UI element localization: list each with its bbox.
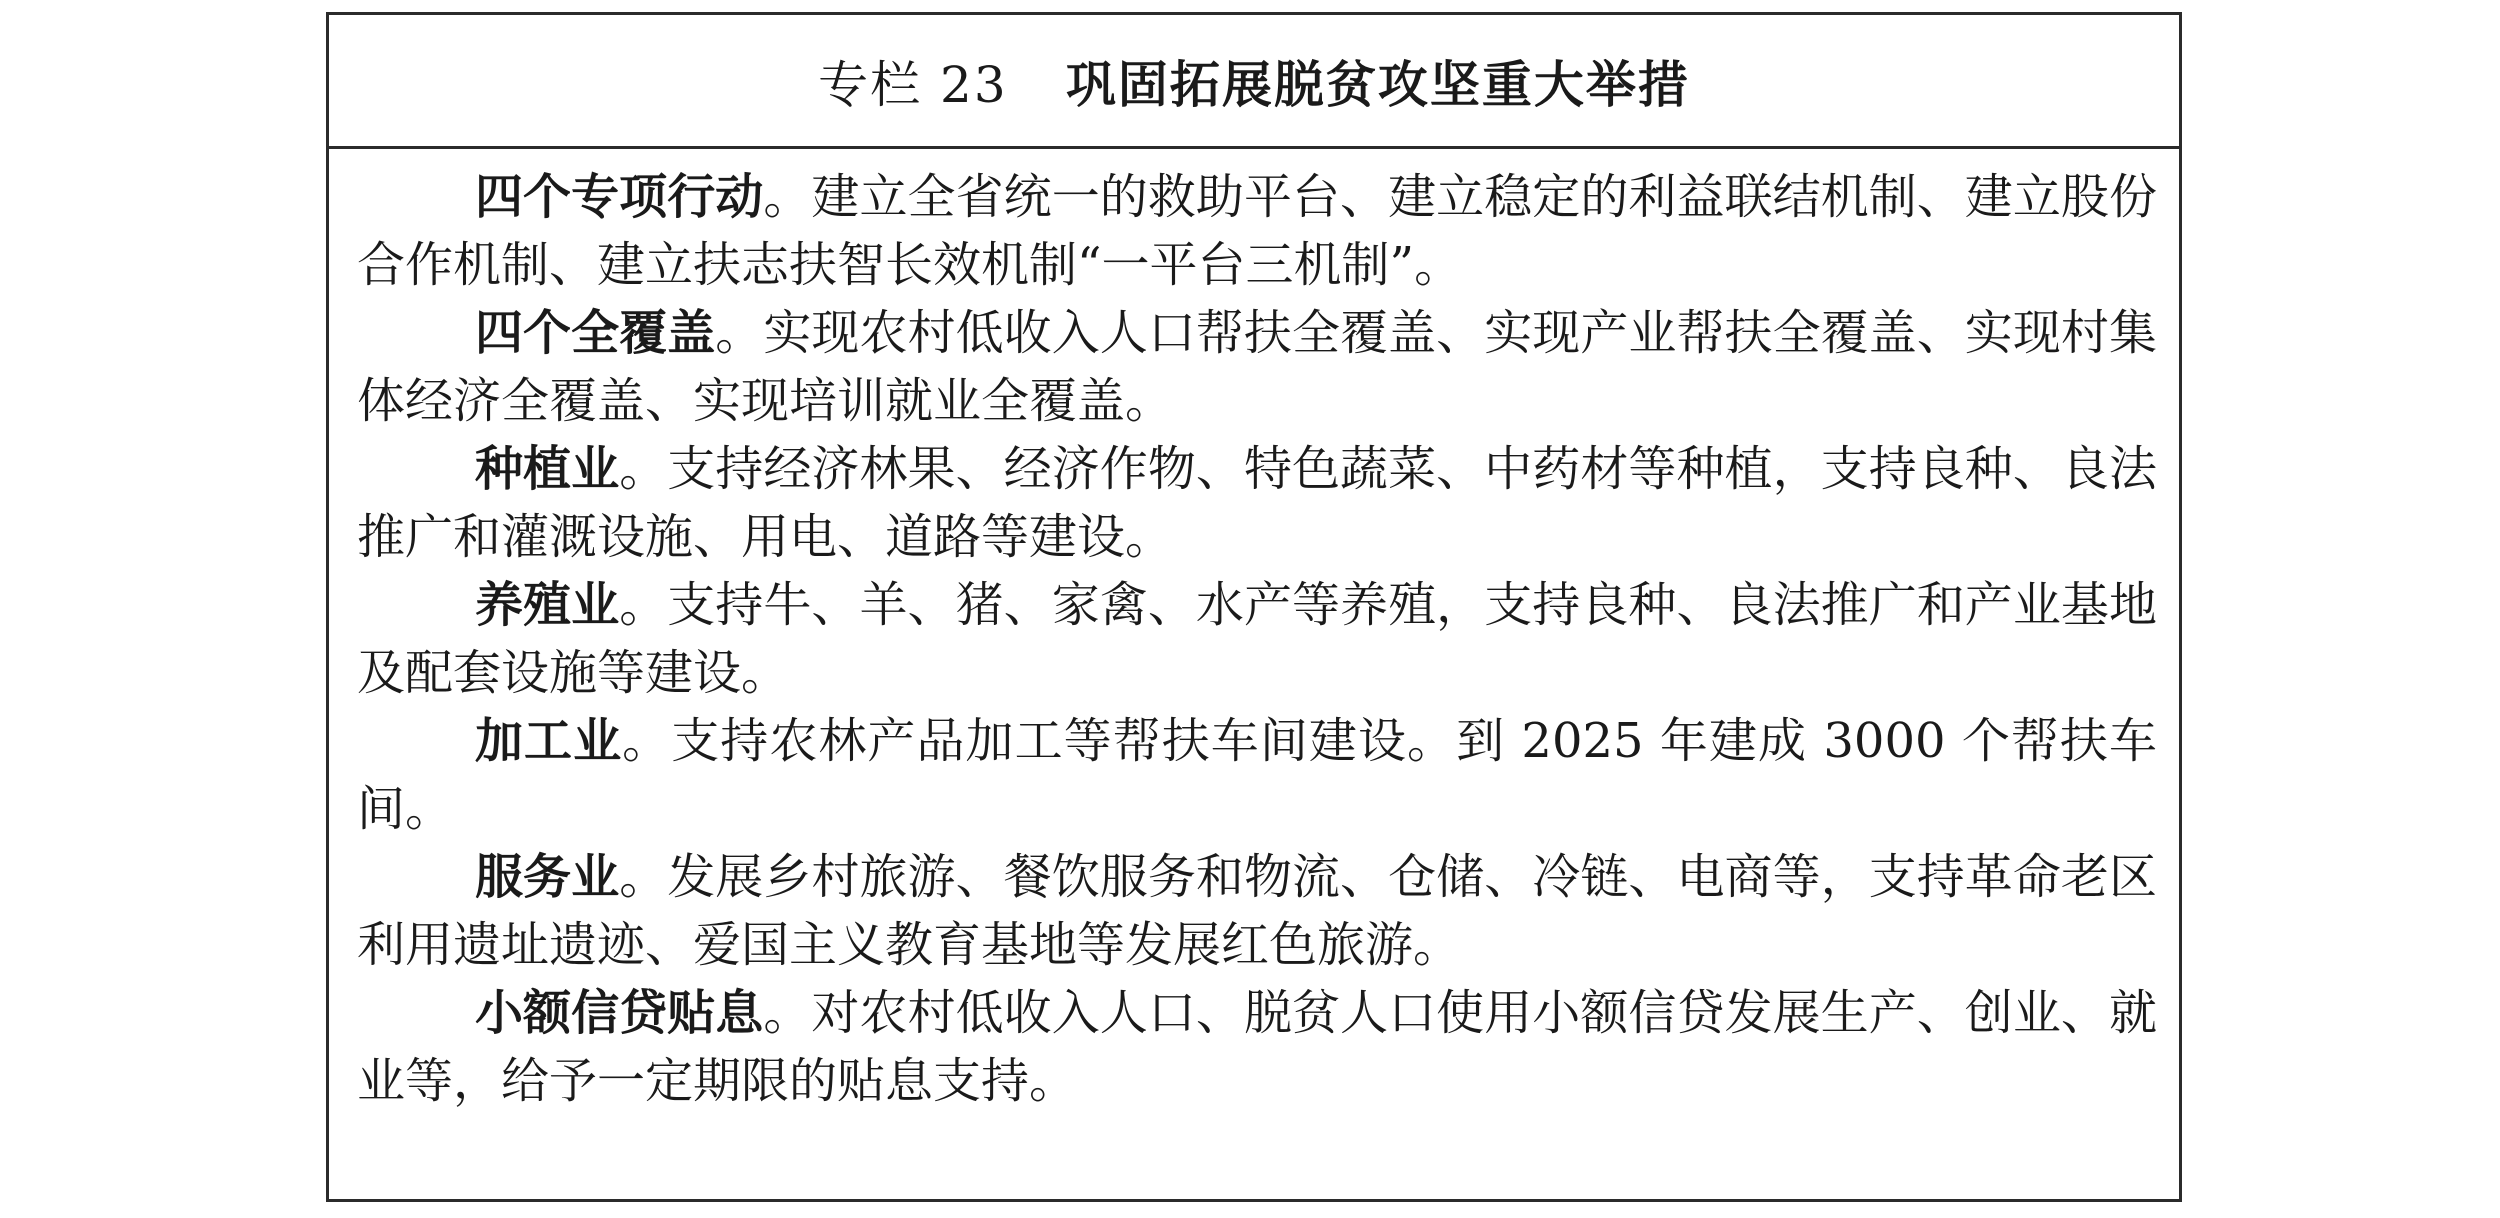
paragraph-heading: 种植业	[475, 441, 620, 497]
paragraph-special-actions	[357, 163, 2157, 299]
paragraph-heading: 养殖业	[475, 577, 620, 633]
paragraph-heading: 小额信贷贴息	[475, 985, 764, 1041]
paragraph-text: 。支持经济林果、经济作物、特色蔬菜、中药材等种植，支持良种、良法推广和灌溉设施、用电、道路等建设。	[357, 441, 2157, 565]
paragraph-text: 。建立全省统一的救助平台、建立稳定的利益联结机制、建立股份合作机制、建立扶志扶智长效机制“一平台三机制”。	[357, 169, 2157, 293]
column-title-text: 巩固拓展脱贫攻坚重大举措	[1065, 55, 1690, 114]
paragraph-text: 。对农村低收入人口、脱贫人口使用小额信贷发展生产、创业、就业等，给予一定期限的贴息支持。	[357, 985, 2157, 1109]
paragraph-text: 。实现农村低收入人口帮扶全覆盖、实现产业帮扶全覆盖、实现村集体经济全覆盖、实现培训就业全覆盖。	[357, 305, 2157, 429]
paragraph-services	[357, 843, 2157, 979]
paragraph-breeding	[357, 571, 2157, 707]
column-box	[326, 12, 2182, 1202]
paragraph-text: 。支持农林产品加工等帮扶车间建设。到 2025 年建成 3000 个帮扶车间。	[357, 713, 2157, 837]
column-header	[329, 15, 2179, 149]
paragraph-full-coverage	[357, 299, 2157, 435]
paragraph-microcredit	[357, 979, 2157, 1115]
paragraph-heading: 加工业	[475, 713, 623, 769]
paragraph-planting	[357, 435, 2157, 571]
paragraph-text: 。支持牛、羊、猪、家禽、水产等养殖，支持良种、良法推广和产业基地及配套设施等建设。	[357, 577, 2157, 701]
column-label: 专栏 23	[818, 55, 1008, 114]
paragraph-heading: 四个全覆盖	[475, 305, 716, 361]
column-body	[357, 163, 2157, 1115]
paragraph-heading: 服务业	[475, 849, 620, 905]
column-title	[818, 45, 1690, 117]
paragraph-heading: 四个专项行动	[475, 169, 764, 225]
paragraph-text: 。发展乡村旅游、餐饮服务和物流、仓储、冷链、电商等，支持革命老区利用遗址遗迹、爱国主义教育基地等发展红色旅游。	[357, 849, 2157, 973]
paragraph-processing	[357, 707, 2157, 843]
